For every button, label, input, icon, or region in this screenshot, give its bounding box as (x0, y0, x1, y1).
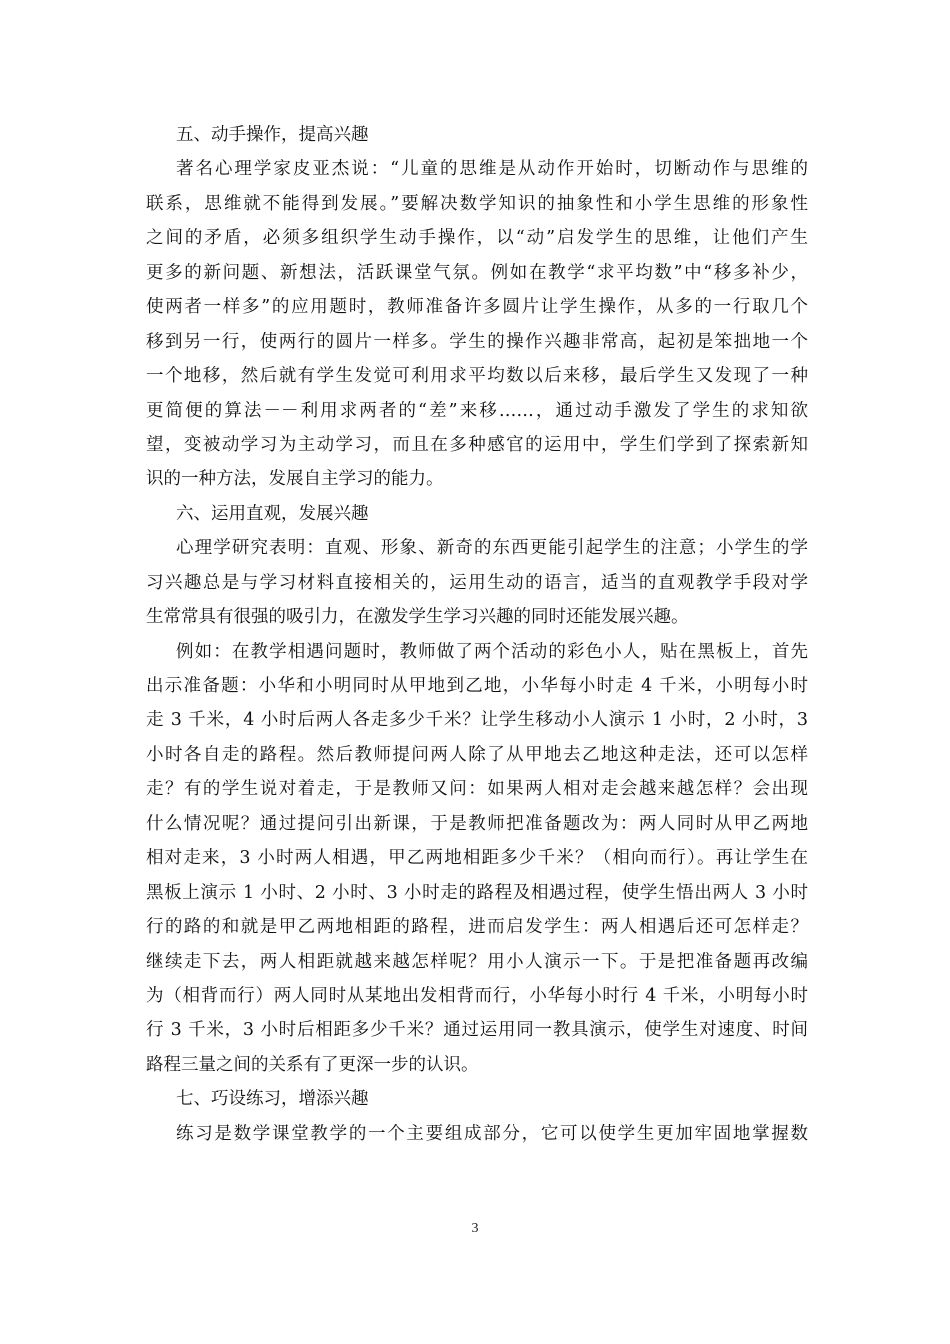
paragraph-line: 例如：在教学相遇问题时，教师做了两个活动的彩色小人，贴在黑板上，首先 (176, 641, 808, 662)
paragraph-line: 联系，思维就不能得到发展。”要解决数学知识的抽象性和小学生思维的形象性 (146, 193, 808, 214)
paragraph-line: 生常常具有很强的吸引力，在激发学生学习兴趣的同时还能发展兴趣。 (146, 607, 689, 628)
section-heading-5: 五、动手操作，提高兴趣 (176, 125, 369, 145)
section-heading-6: 六、运用直观，发展兴趣 (176, 503, 369, 524)
page-number: 3 (471, 1221, 479, 1236)
paragraph-line: 继续走下去，两人相距就越来越怎样呢？用小人演示一下。于是把准备题再改编 (146, 951, 808, 972)
paragraph-line: 移到另一行，使两行的圆片一样多。学生的操作兴趣非常高，起初是笨拙地一个 (146, 331, 808, 352)
paragraph-line: 使两者一样多”的应用题时，教师准备许多圆片让学生操作，从多的一行取几个 (146, 297, 808, 318)
paragraph-line: 心理学研究表明：直观、形象、新奇的东西更能引起学生的注意；小学生的学 (176, 538, 808, 559)
section-heading-7: 七、巧设练习，增添兴趣 (176, 1089, 369, 1110)
paragraph-line: 习兴趣总是与学习材料直接相关的，运用生动的语言，适当的直观教学手段对学 (146, 572, 808, 593)
document-body (146, 118, 808, 1151)
paragraph-line: 相对走来，3 小时两人相遇，甲乙两地相距多少千米？（相向而行）。再让学生在 (146, 848, 808, 869)
paragraph-line: 练习是数学课堂教学的一个主要组成部分，它可以使学生更加牢固地掌握数 (176, 1123, 808, 1144)
paragraph-line: 识的一种方法，发展自主学习的能力。 (146, 469, 444, 490)
paragraph-line: 更简便的算法－－利用求两者的“差”来移……，通过动手激发了学生的求知欲 (146, 400, 808, 421)
paragraph-line: 为（相背而行）两人同时从某地出发相背而行，小华每小时行 4 千米，小明每小时 (146, 985, 808, 1006)
paragraph-line: 出示准备题：小华和小明同时从甲地到乙地，小华每小时走 4 千米，小明每小时 (146, 676, 808, 696)
paragraph-line: 小时各自走的路程。然后教师提问两人除了从甲地去乙地这种走法，还可以怎样 (146, 744, 808, 765)
paragraph-line: 更多的新问题、新想法，活跃课堂气氛。例如在教学“求平均数”中“移多补少， (146, 262, 808, 283)
paragraph-line: 望，变被动学习为主动学习，而且在多种感官的运用中，学生们学到了探索新知 (146, 434, 808, 455)
paragraph-line: 路程三量之间的关系有了更深一步的认识。 (146, 1054, 479, 1075)
paragraph-line: 著名心理学家皮亚杰说：“儿童的思维是从动作开始时，切断动作与思维的 (176, 159, 808, 180)
paragraph-line: 走？有的学生说对着走，于是教师又问：如果两人相对走会越来越怎样？会出现 (146, 779, 808, 800)
paragraph-line: 行 3 千米，3 小时后相距多少千米？通过运用同一教具演示，使学生对速度、时间 (146, 1020, 808, 1041)
paragraph-line: 行的路的和就是甲乙两地相距的路程，进而启发学生：两人相遇后还可怎样走？ (146, 917, 808, 938)
paragraph-line: 一个地移，然后就有学生发觉可利用求平均数以后来移，最后学生又发现了一种 (146, 366, 808, 387)
paragraph-line: 什么情况呢？通过提问引出新课，于是教师把准备题改为：两人同时从甲乙两地 (146, 813, 808, 834)
paragraph-line: 走 3 千米，4 小时后两人各走多少千米？让学生移动小人演示 1 小时，2 小时，3 (146, 710, 808, 731)
paragraph-line: 之间的矛盾，必须多组织学生动手操作，以“动”启发学生的思维，让他们产生 (146, 228, 808, 249)
paragraph-line: 黑板上演示 1 小时、2 小时、3 小时走的路程及相遇过程，使学生悟出两人 3 小时 (146, 882, 808, 903)
